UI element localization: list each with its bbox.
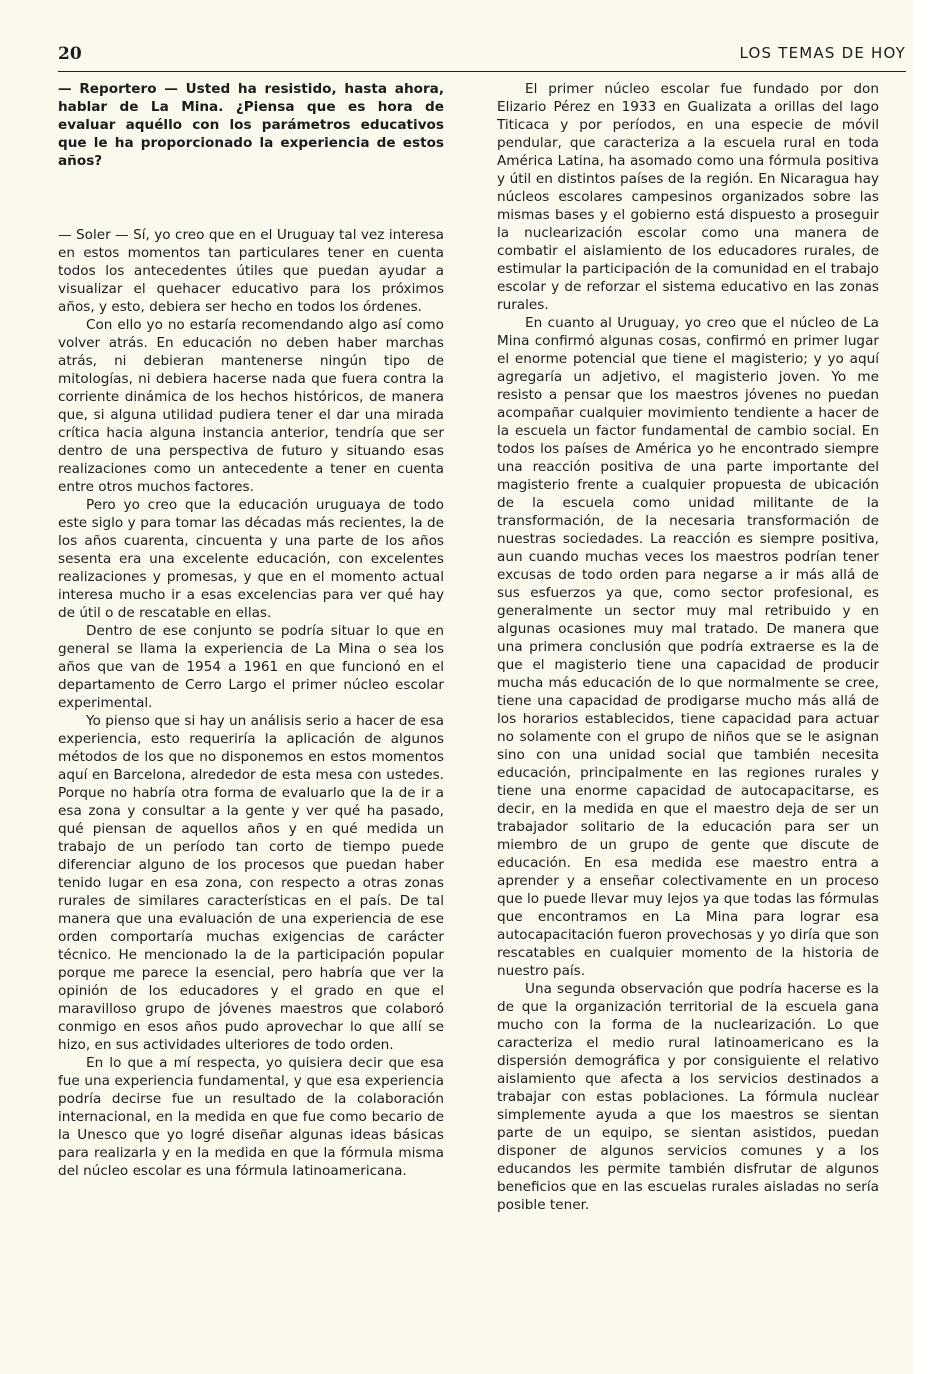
paragraph: Con ello yo no estaría recomendando algo así como volver atrás. En educación no deben haber marchas atrás, ni debieran mantenerse ningún tipo de mitologías, ni debiera hacerse nada que fuera contra la corriente dinámica de los hechos históricos, de manera que, si alguna utilidad pudiera tener el dar una mirada crítica hacia alguna instancia anterior, tendría que ser dentro de una perspectiva de futuro y situando esas realizaciones como un antecedente a tener en cuenta entre otros muchos factores. (58, 317, 444, 495)
header-rule (58, 71, 906, 72)
scan-margin (913, 0, 936, 1374)
left-column (58, 80, 444, 1180)
paragraph: El primer núcleo escolar fue fundado por don Elizario Pérez en 1933 en Gualizata a orillas del lago Titicaca y por períodos, en una especie de móvil pendular, que caracteriza a la escuela rural en toda América Latina, ha asomado como una fórmula positiva y útil en distintos países de la región. En Nicaragua hay núcleos escolares campesinos organizados sobre las mismas bases y el gobierno está dispuesto a proseguir la nuclearización escolar como una manera de combatir el aislamiento de los educadores rurales, de estimular la participación de la comunidad en el trabajo escolar y de reforzar el sistema educativo en las zonas rurales. (497, 81, 879, 313)
paragraph: En cuanto al Uruguay, yo creo que el núcleo de La Mina confirmó algunas cosas, confirmó en primer lugar el enorme potencial que tiene el magisterio; y yo aquí agregaría un adjetivo, el magisterio joven. Yo me resisto a pensar que los maestros jóvenes no puedan acompañar cualquier movimiento tendiente a hacer de la escuela un factor fundamental de cambio social. En todos los países de América yo he encontrado siempre una reacción positiva de una parte importante del magisterio frente a cualquier propuesta de ubicación de la escuela como unidad militante de la transformación, de la necesaria transformación de nuestras sociedades. La reacción es siempre positiva, aun cuando muchas veces los maestros podrían tener excusas de todo orden para negarse a ir más allá de sus esfuerzos ya que, como sector profesional, es generalmente un sector muy mal retribuido y en algunas ocasiones muy mal tratado. De manera que una primera conclusión que podría extraerse es la de que el magisterio tiene una capacidad de producir mucha más educación de lo que normalmente se cree, tiene una capacidad de prodigarse mucho más allá de los horarios establecidos, tiene capacidad para actuar no solamente con el grupo de niños que se le asignan sino con una unidad social que también necesita educación, principalmente en las regiones rurales y tiene una enorme capacidad de autocapacitarse, es decir, en la medida en que el maestro deja de ser un trabajador solitario de la educación para ser un miembro de un grupo de gente que discute de educación. En esa medida ese maestro entra a aprender y a enseñar colectivamente en un proceso que lo puede llevar muy lejos ya que todas las fórmulas que encontramos en La Mina para lograr esa autocapacitación fueron provechosas y yo diría que son rescatables en cualquier momento de la historia de nuestro país. (497, 315, 879, 979)
answer-intro: — Soler — Sí, yo creo que en el Uruguay tal vez interesa en estos momentos tan particulares tener en cuenta todos los antecedentes útiles que puedan ayudar a visualizar el quehacer educativo para los próximos años, y esto, debiera ser hecho en todos los órdenes. (58, 227, 444, 315)
paragraph: En lo que a mí respecta, yo quisiera decir que esa fue una experiencia fundamental, y que esa experiencia podría decirse fue un resultado de la colaboración internacional, en la medida en que fue como becario de la Unesco que yo logré diseñar algunas ideas básicas para realizarla y en la medida en que la fórmula misma del núcleo escolar es una fórmula latinoamericana. (58, 1055, 444, 1179)
interview-question: — Reportero — Usted ha resistido, hasta ahora, hablar de La Mina. ¿Piensa que es hora de evaluar aquéllo con los parámetros educativos que le ha proporcionado la experiencia de estos años? (58, 81, 444, 169)
right-column (497, 80, 879, 1214)
page-number: 20 (58, 44, 82, 64)
paragraph: Yo pienso que si hay un análisis serio a hacer de esa experiencia, esto requeriría la aplicación de algunos métodos de los que no disponemos en estos momentos aquí en Barcelona, alrededor de esta mesa con ustedes. Porque no habría otra forma de evaluarlo que la de ir a esa zona y consultar a la gente y ver qué ha pasado, qué piensan de aquellos años y en qué medida un trabajo de un período tan corto de tiempo puede diferenciar alguno de los procesos que puedan haber tenido lugar en esa zona, con respecto a otras zonas rurales de similares características en el país. De tal manera que una evaluación de una experiencia de ese orden comportaría muchas exigencias de carácter técnico. He mencionado la de la participación popular porque me parece la esencial, pero habría que ver la opinión de los educadores y el grado en que el maravilloso grupo de jóvenes maestros que colaboró conmigo en esos años pudo aprovechar lo que allí se hizo, en sus actividades ulteriores de todo orden. (58, 713, 444, 1053)
paragraph: Dentro de ese conjunto se podría situar lo que en general se llama la experiencia de La Mina o sea los años que van de 1954 a 1961 en que funcionó en el departamento de Cerro Largo el primer núcleo escolar experimental. (58, 623, 444, 711)
page-header (58, 44, 906, 70)
paragraph: Pero yo creo que la educación uruguaya de todo este siglo y para tomar las décadas más recientes, la de los años cuarenta, cincuenta y una parte de los años sesenta era una excelente educación, con excelentes realizaciones y promesas, y que en el momento actual interesa mucho ir a esas excelencias para ver qué hay de útil o de rescatable en ellas. (58, 497, 444, 621)
paragraph: Una segunda observación que podría hacerse es la de que la organización territorial de la escuela gana mucho con la forma de la nuclearización. Lo que caracteriza el medio rural latinoamericano es la dispersión demográfica y por consiguiente el relativo aislamiento que afecta a los servicios destinados a trabajar con estas poblaciones. La fórmula nuclear simplemente ayuda a que los maestros se sientan parte de un equipo, se sientan asistidos, puedan disponer de algunos servicios comunes y a los educandos les permite también disfrutar de algunos beneficios que en las escuelas rurales aisladas no sería posible tener. (497, 981, 879, 1213)
running-head: LOS TEMAS DE HOY (739, 44, 906, 62)
